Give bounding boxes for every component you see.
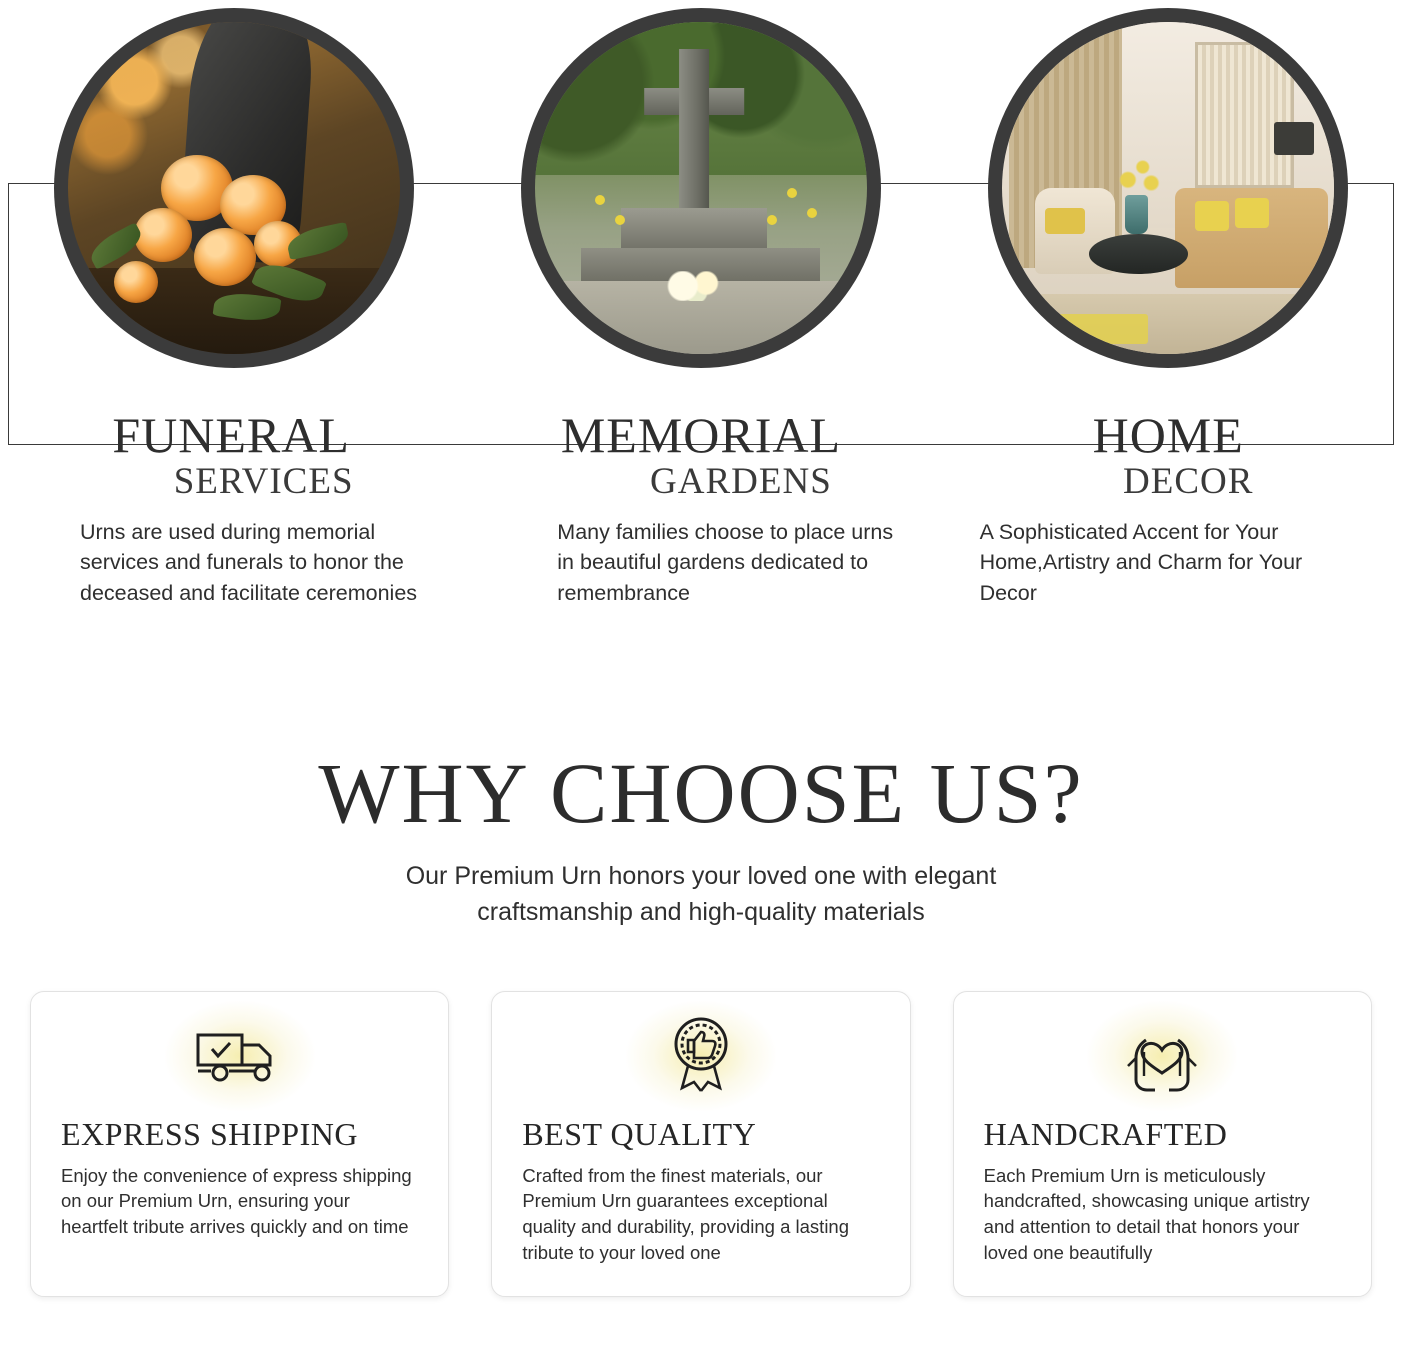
feature-title-main: HOME	[1092, 407, 1244, 463]
quality-badge-thumbs-up-icon	[522, 1018, 879, 1094]
feature-card-funeral-services	[0, 0, 467, 660]
benefit-title: BEST QUALITY	[522, 1115, 757, 1152]
page-title: WHY CHOOSE US?	[318, 745, 1084, 841]
funeral-services-circle	[54, 8, 414, 368]
feature-title-sub: DECOR	[1123, 461, 1254, 502]
memorial-gardens-heading	[467, 407, 934, 503]
hands-holding-heart-icon	[984, 1018, 1341, 1094]
feature-title-main: MEMORIAL	[560, 407, 842, 463]
memorial-gardens-circle	[521, 8, 881, 368]
feature-card-list	[0, 0, 1402, 660]
benefit-title: HANDCRAFTED	[983, 1115, 1228, 1152]
home-decor-heading	[935, 407, 1402, 503]
feature-title-sub: SERVICES	[173, 461, 354, 502]
feature-title-main: FUNERAL	[112, 407, 350, 463]
feature-title-sub: GARDENS	[650, 461, 832, 502]
feature-description: A Sophisticated Accent for Your Home,Artistry and Charm for Your Decor	[979, 519, 1303, 605]
why-choose-us-section	[0, 745, 1402, 931]
feature-card-memorial-gardens	[467, 0, 934, 660]
benefit-description: Each Premium Urn is meticulously handcrafted, showcasing unique artistry and attention to detail that honors your loved one beautifully	[983, 1164, 1310, 1264]
home-decor-circle	[988, 8, 1348, 368]
benefit-tile-express-shipping	[30, 991, 449, 1298]
benefit-description: Enjoy the convenience of express shipping on our Premium Urn, ensuring your heartfelt tribute arrives quickly and on time	[61, 1164, 412, 1238]
benefit-tile-best-quality	[491, 991, 910, 1298]
funeral-services-heading	[0, 407, 467, 503]
home-decor-living-room-photo	[1002, 22, 1334, 354]
delivery-truck-icon	[61, 1018, 418, 1094]
benefit-tile-list	[0, 991, 1402, 1298]
feature-description: Urns are used during memorial services and funerals to honor the deceased and facilitate ceremonies	[80, 519, 418, 605]
funeral-flowers-photo	[68, 22, 400, 354]
why-choose-us-subtitle: Our Premium Urn honors your loved one with elegant craftsmanship and high-quality materials	[405, 862, 997, 927]
benefit-description: Crafted from the finest materials, our Premium Urn guarantees exceptional quality and durability, providing a lasting tribute to your loved one	[522, 1164, 850, 1264]
feature-card-home-decor	[935, 0, 1402, 660]
memorial-garden-cross-photo	[535, 22, 867, 354]
feature-description: Many families choose to place urns in beautiful gardens dedicated to remembrance	[557, 519, 894, 605]
benefit-tile-handcrafted	[953, 991, 1372, 1298]
benefit-title: EXPRESS SHIPPING	[61, 1115, 358, 1152]
feature-section	[0, 0, 1402, 660]
